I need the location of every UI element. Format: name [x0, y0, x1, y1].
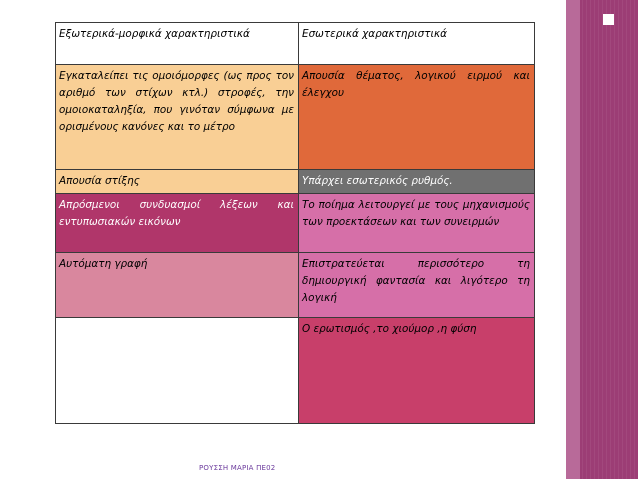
- table-cell-right: Απουσία θέματος, λογικού ειρμού και έλεγχου: [299, 65, 535, 170]
- table-cell-right: Το ποίημα λειτουργεί με τους μηχανισμούς των προεκτάσεων και των συνειρμών: [299, 194, 535, 253]
- characteristics-table: [55, 22, 535, 424]
- table-row: [56, 318, 535, 424]
- table-row: [56, 65, 535, 170]
- footer-author: ΡΟΥΣΣΗ ΜΑΡΙΑ ΠΕ02: [199, 464, 276, 472]
- decorative-square-icon: [603, 14, 614, 25]
- table-cell-left: Απουσία στίξης: [56, 170, 299, 194]
- table-cell-left: [56, 318, 299, 424]
- table-cell-left: Εξωτερικά-μορφικά χαρακτηριστικά: [56, 23, 299, 65]
- table-row: [56, 253, 535, 318]
- table-cell-right: Υπάρχει εσωτερικός ρυθμός.: [299, 170, 535, 194]
- decorative-side-stripe: [566, 0, 580, 479]
- table-cell-left: Απρόσμενοι συνδυασμοί λέξεων και εντυπωσιακών εικόνων: [56, 194, 299, 253]
- table-cell-left: Αυτόματη γραφή: [56, 253, 299, 318]
- table-row: [56, 194, 535, 253]
- table-row: [56, 170, 535, 194]
- table-row: [56, 23, 535, 65]
- table-cell-left: Εγκαταλείπει τις ομοιόμορφες (ως προς τον αριθμό των στίχων κτλ.) στροφές, την ομοιοκαταληξία, που γινόταν σύμφωνα με ορισμένους κανόνες και το μέτρο: [56, 65, 299, 170]
- table-cell-right: Ο ερωτισμός ,το χιούμορ ,η φύση: [299, 318, 535, 424]
- table-cell-right: Επιστρατεύεται περισσότερο τη δημιουργική φαντασία και λιγότερο τη λογική: [299, 253, 535, 318]
- table-cell-right: Εσωτερικά χαρακτηριστικά: [299, 23, 535, 65]
- decorative-side-bar: [566, 0, 638, 479]
